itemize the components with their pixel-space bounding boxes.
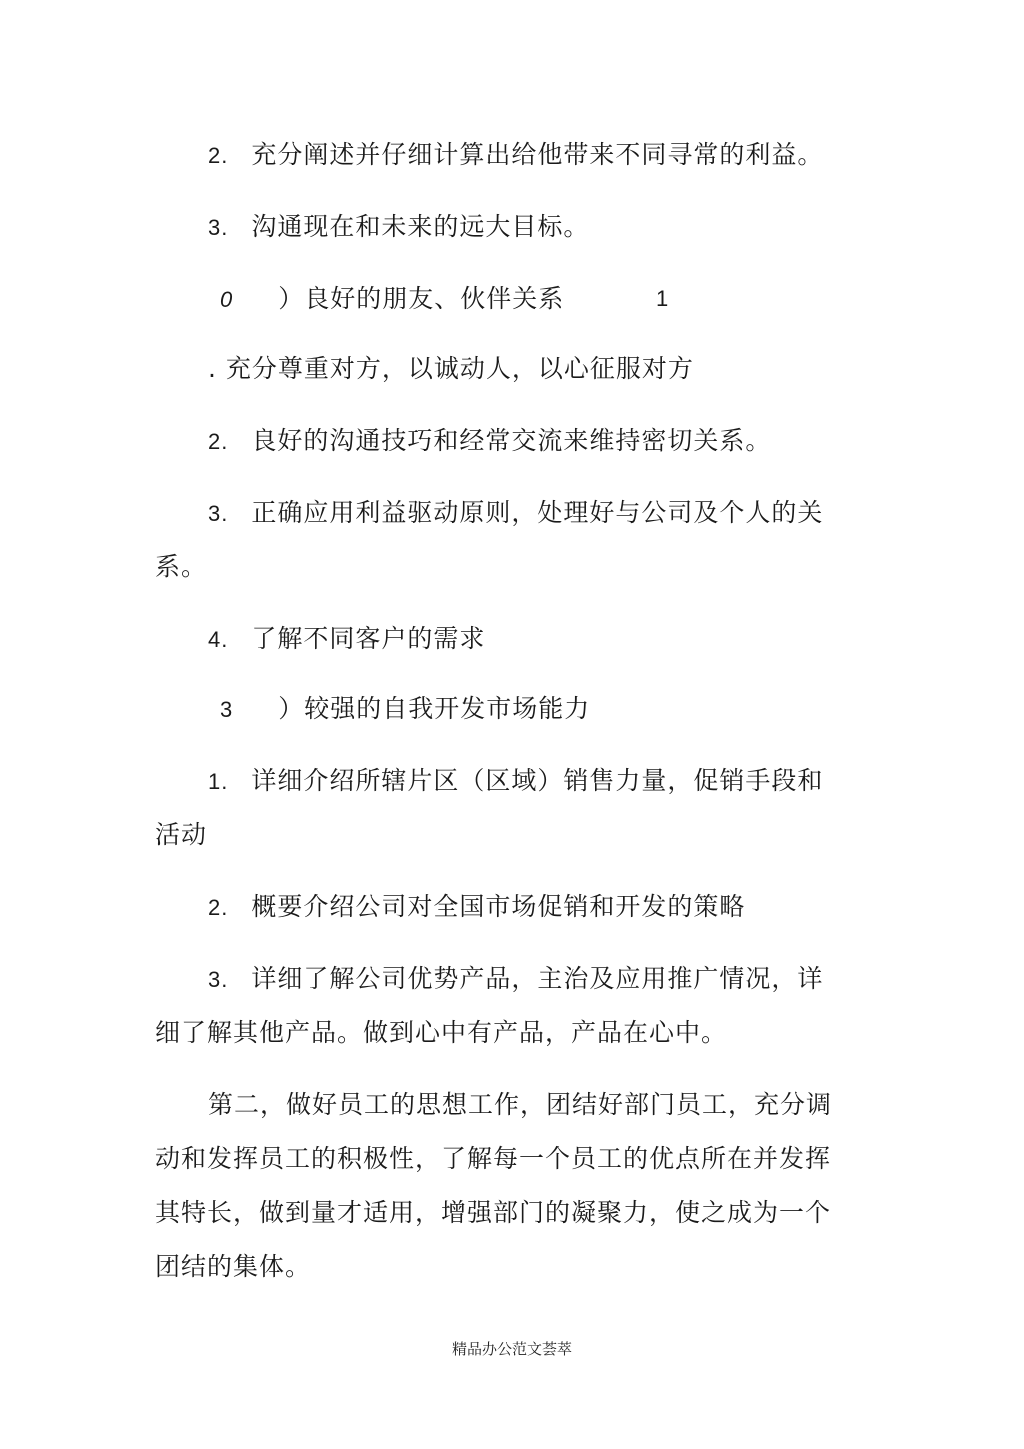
list-item bbox=[208, 766, 823, 797]
paragraph-line: 其特长，做到量才适用，增强部门的凝聚力，使之成为一个 bbox=[155, 1198, 832, 1227]
section-marker: 3 bbox=[220, 697, 234, 722]
section-heading-text: ）良好的朋友、伙伴关系 bbox=[278, 284, 565, 313]
list-item bbox=[208, 624, 485, 655]
item-continuation: 活动 bbox=[155, 820, 208, 849]
section-heading bbox=[220, 284, 670, 315]
item-text: 概要介绍公司对全国市场促销和开发的策略 bbox=[251, 892, 746, 921]
page-footer: 精品办公范文荟萃 bbox=[451, 1340, 572, 1358]
item-text: 充分阐述并仔细计算出给他带来不同寻常的利益。 bbox=[251, 140, 824, 169]
paragraph-line: 团结的集体。 bbox=[155, 1252, 312, 1281]
item-number: 2. bbox=[208, 895, 229, 920]
item-text: 良好的沟通技巧和经常交流来维持密切关系。 bbox=[251, 426, 772, 455]
list-item bbox=[208, 426, 771, 457]
item-continuation: 细了解其他产品。做到心中有产品，产品在心中。 bbox=[155, 1018, 728, 1047]
list-item bbox=[208, 964, 823, 995]
item-number: 3. bbox=[208, 215, 229, 240]
paragraph-line: 动和发挥员工的积极性，了解每一个员工的优点所在并发挥 bbox=[155, 1144, 832, 1173]
item-number: 2. bbox=[208, 429, 229, 454]
item-text: 详细了解公司优势产品，主治及应用推广情况，详 bbox=[251, 964, 824, 993]
item-number: 1. bbox=[208, 769, 229, 794]
section-marker: 0 bbox=[220, 287, 234, 312]
item-number: 3. bbox=[208, 501, 229, 526]
item-continuation: 系。 bbox=[155, 552, 208, 581]
item-text: 沟通现在和未来的远大目标。 bbox=[251, 212, 590, 241]
item-text: 了解不同客户的需求 bbox=[251, 624, 486, 653]
list-item bbox=[208, 892, 745, 923]
paragraph-line: 第二，做好员工的思想工作，团结好部门员工，充分调 bbox=[208, 1090, 833, 1119]
item-text: . 充分尊重对方，以诚动人，以心征服对方 bbox=[208, 354, 694, 383]
section-heading bbox=[220, 694, 590, 725]
item-number: 2. bbox=[208, 143, 229, 168]
list-item bbox=[208, 212, 589, 243]
list-item bbox=[208, 140, 823, 171]
stray-number: 1 bbox=[656, 286, 670, 311]
list-item bbox=[208, 354, 694, 384]
item-number: 3. bbox=[208, 967, 229, 992]
item-text: 详细介绍所辖片区（区域）销售力量，促销手段和 bbox=[251, 766, 824, 795]
section-heading-text: ）较强的自我开发市场能力 bbox=[278, 694, 591, 723]
list-item bbox=[208, 498, 823, 529]
item-number: 4. bbox=[208, 627, 229, 652]
item-text: 正确应用利益驱动原则，处理好与公司及个人的关 bbox=[251, 498, 824, 527]
